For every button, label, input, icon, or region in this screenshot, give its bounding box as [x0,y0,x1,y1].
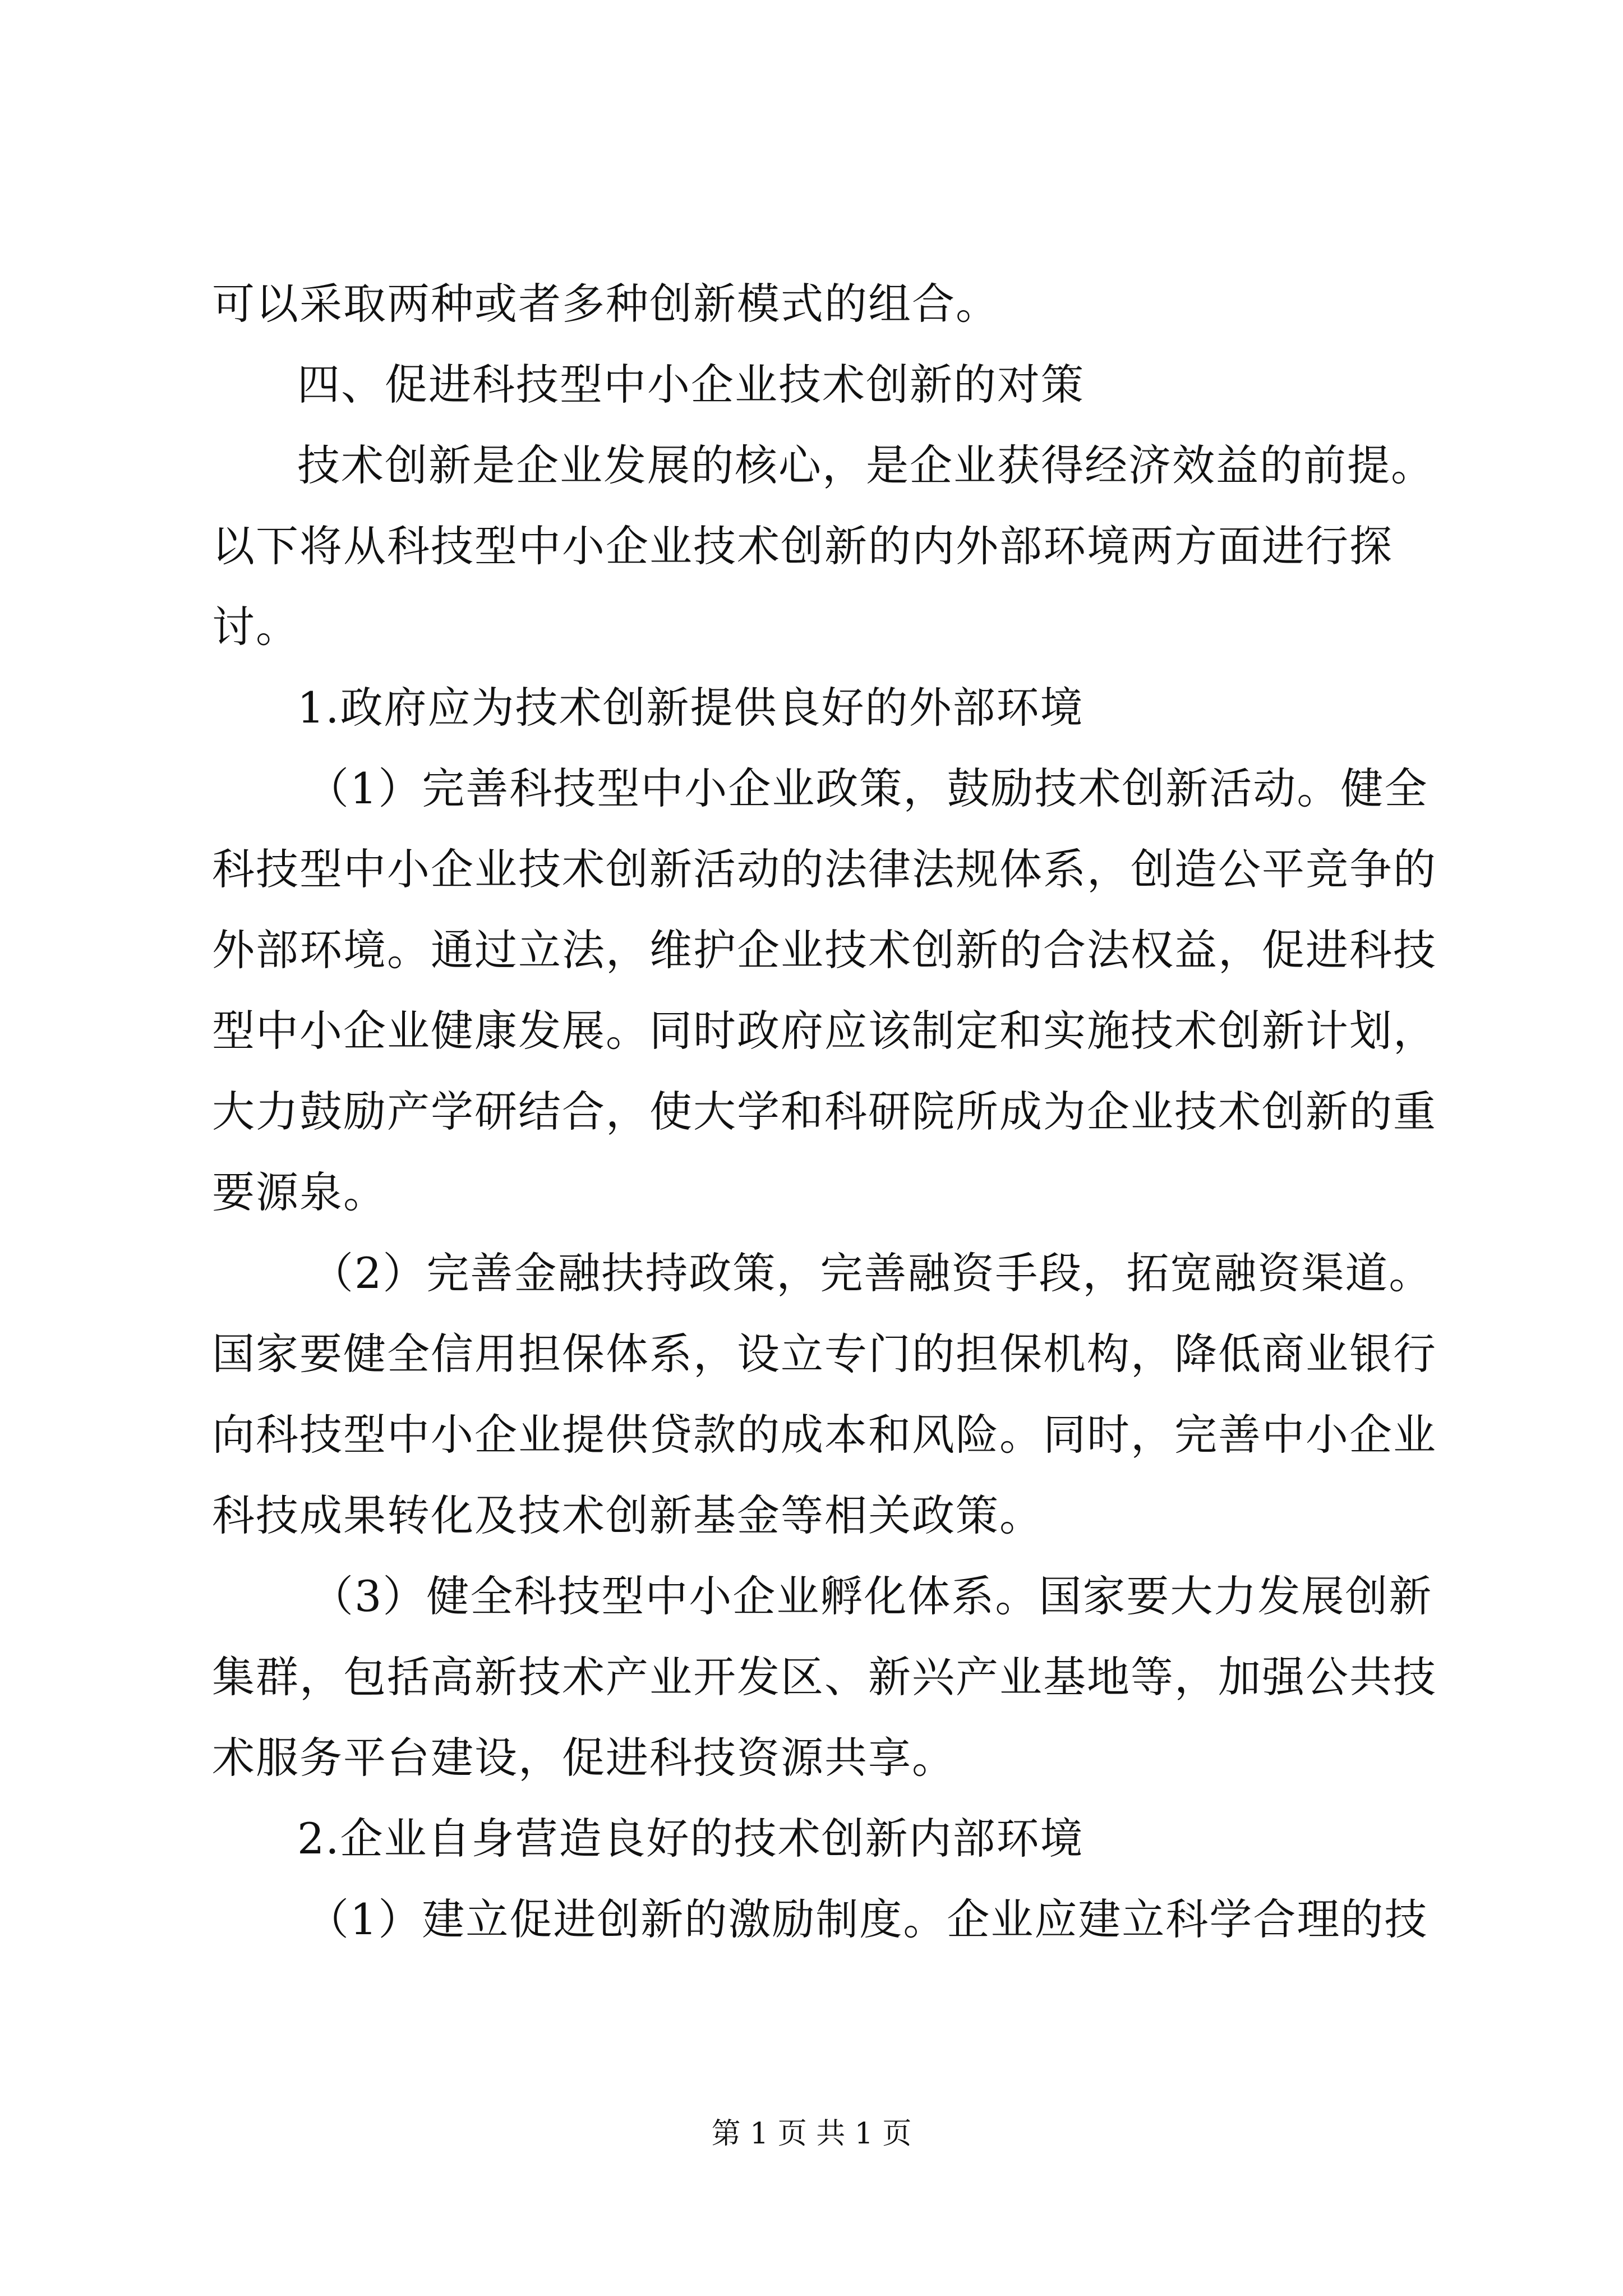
text-line: 要源泉。 [212,1167,387,1217]
text-line: 技术创新是企业发展的核心，是企业获得经济效益的前提。 [297,440,1435,490]
text-line: 型中小企业健康发展。同时政府应该制定和实施技术创新计划， [212,1006,1437,1056]
text-line: 科技成果转化及技术创新基金等相关政策。 [212,1490,1043,1540]
text-line: 向科技型中小企业提供贷款的成本和风险。同时，完善中小企业 [212,1410,1437,1460]
text-line: （1）建立促进创新的激励制度。企业应建立科学合理的技 [306,1894,1428,1944]
document-body [212,264,1437,1960]
text-line: 大力鼓励产学研结合，使大学和科研院所成为企业技术创新的重 [212,1087,1437,1137]
text-line: 术服务平台建设，促进科技资源共享。 [212,1733,956,1783]
text-line: 以下将从科技型中小企业技术创新的内外部环境两方面进行探 [212,521,1393,571]
section-heading: 四、促进科技型中小企业技术创新的对策 [297,360,1085,409]
text-line: 外部环境。通过立法，维护企业技术创新的合法权益，促进科技 [212,925,1437,975]
text-line: 讨。 [212,602,299,652]
subsection-heading: 1.政府应为技术创新提供良好的外部环境 [297,683,1084,733]
text-line: （3）健全科技型中小企业孵化体系。国家要大力发展创新 [311,1571,1433,1621]
text-line: 集群，包括高新技术产业开发区、新兴产业基地等，加强公共技 [212,1652,1437,1702]
text-line: 科技型中小企业技术创新活动的法律法规体系，创造公平竞争的 [212,844,1437,894]
text-line: 国家要健全信用担保体系，设立专门的担保机构，降低商业银行 [212,1329,1437,1379]
text-line: 可以采取两种或者多种创新模式的组合。 [212,279,999,329]
subsection-heading: 2.企业自身营造良好的技术创新内部环境 [297,1814,1084,1864]
page-footer: 第 1 页 共 1 页 [711,2117,912,2151]
text-line: （2）完善金融扶持政策，完善融资手段，拓宽融资渠道。 [311,1248,1433,1298]
text-line: （1）完善科技型中小企业政策，鼓励技术创新活动。健全 [306,763,1428,813]
